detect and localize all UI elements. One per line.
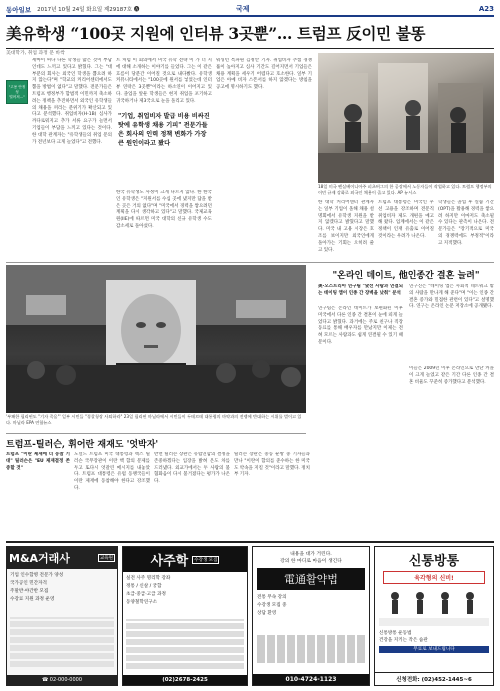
masthead xyxy=(6,3,494,17)
ad2-tag: 수강생 모집 xyxy=(194,557,218,563)
trump-column-3: 틸러슨 장관은 중동 순방 중 기자들과 만나 "이란이 합의를 준수하는 한 미국도 약속을 지킬 것"이라고 말했다. 정치부 기자. xyxy=(234,452,310,478)
ad1-line: 국가공인 민간자격 xyxy=(10,581,47,586)
ad2-line: 동양철학연구소 xyxy=(126,600,158,605)
ad4-line: 무료로 보내드립니다 xyxy=(379,646,489,653)
trump-tillerson-headline: 트럼프-틸러슨, 휘어란 재재도 '엇박자' xyxy=(6,440,159,449)
ad1-line: 수강료 지원 과정 운영 xyxy=(10,597,55,602)
ad2-body xyxy=(123,572,247,610)
ad3-line: 수강생 모집 중 xyxy=(257,603,287,608)
photo-credit: AP 뉴시스 xyxy=(397,190,417,195)
ad-section-divider xyxy=(6,541,494,543)
ad-saju xyxy=(122,546,248,686)
ad1-phone: ☎ 02-000-0000 xyxy=(7,675,117,685)
article-right-column-2: 트럼프 대통령은 미국인 우선 고용을 강조하며 전문직 취업비자 제도 개편을 예고해 왔다. 업계에서는 이 같은 정책이 인재 유출로 이어질 것이라는 우려가 나온다. xyxy=(378,200,434,239)
article-column-4: 워싱턴 특파원 김정안 기자. 취업비자 추첨 경쟁률이 높아지고 심사 기간도 길어지면서 기업들은 채용 계획을 세우기 어렵다고 호소한다. 일부 기업은 아예 비자 스폰서를 하지 않겠다는 방침을 공고에 명시하기도 했다. xyxy=(216,58,312,91)
ad4-title: 신통방통 xyxy=(408,554,460,569)
ad2-line: 정통 / 신살 / 궁합 xyxy=(126,584,162,589)
ad2-header xyxy=(123,547,247,572)
ad2-table xyxy=(126,619,244,669)
factory-photo-caption xyxy=(318,184,494,198)
ad3-pattern xyxy=(257,635,365,663)
dating-column-1: 연구팀은 온라인 데이트가 보편화된 이후 미국에서 다른 인종 간 결혼이 눈에 띄게 늘었다고 밝혔다. 과거에는 주로 친구나 직장 동료를 통해 배우자를 만났지만 이제는 전혀 모르는 사람과도 쉽게 연결될 수 있기 때문이다. xyxy=(318,306,403,345)
ad2-title: 사주학 xyxy=(150,554,189,569)
factory-photo xyxy=(318,53,494,183)
article-right-column-1: 한 대학 커리어센터 관계자는 일부 기업이 올해 채용 설명회에서 유학생 지원을 받지 않겠다고 밝혔다고 말했다. 미국 내 고용 시장은 호조를 보이지만 외국인에게 돌아가는 기회는 오히려 줄고 있다. xyxy=(318,200,374,253)
sidebar-badge xyxy=(6,80,28,104)
ad1-title: M&A거래사 xyxy=(9,552,70,565)
article-column-1: 세마이 씨나 다른 학생들 많은 것이 부담인데도 느끼고 있다고 밝혔다. 그는 "대부분의 회사는 외국인 학생을 뽑으려 하지 않는다"며 "학교의 커리어센터에서도 뽑을 방법이 없다"고 말했다. 전문가들은 트럼프 행정부가 합법적 이민까지 축소하려는 정책을 추진하면서 외국인 유학생들의 채용을 꺼리는 분위기가 확산되고 있다고 분석했다. 취업비자(H-1B) 심사가 까다로워지고 추가 서류 요구가 늘면서 기업들이 부담을 느끼고 있다는 것이다. 한 대학 관계자는 "유학생들의 취업 문의가 전년보다 크게 늘었다"고 전했다. xyxy=(32,58,112,145)
photo-caption-text: 18일 미국 펜실베이니아주 피츠버그의 한 공장에서 노동자들이 작업하고 있다. 트럼프 행정부의 이민 규제 강화로 외국인 채용이 줄고 있다. xyxy=(318,184,492,195)
trump-subhead: 트럼프 "이란 제재에 더 동참 기대" 틸러슨은 "EU 제재결정 존중할 것" xyxy=(6,452,70,471)
ad2-phone: (02)2678-2425 xyxy=(123,675,247,685)
ad3-line: 상담 환영 xyxy=(257,611,277,616)
section-divider xyxy=(6,262,494,263)
pull-quote: "기업, 취업비자 발급 비용 비싸진 탓에 유학생 채용 기피" 전문가들은 회사의 인력 정책 변화가 가장 큰 원인이라고 봤다 xyxy=(118,113,210,147)
ad-sintong xyxy=(374,546,494,686)
issue-date: 2017년 10월 24일 화요일 제29187호 🅐 xyxy=(37,7,140,13)
page-number: A23 xyxy=(478,5,494,13)
main-headline: 美유학생 “100곳 지원에 인터뷰 3곳뿐”… 트럼프 反이민 불똥 xyxy=(6,24,426,43)
protest-photo-caption xyxy=(6,414,306,432)
article-right-column-3: 학생들은 졸업 후 실습 기간(OPT)을 활용해 경력을 쌓으려 하지만 이마저도 축소될 수 있다는 관측이 나온다. 전문가들은 "장기적으로 미국의 경쟁력에도 부정적"이라고 지적했다. xyxy=(438,200,494,246)
dating-column-2: 연구진은 "데이팅 앱은 사회적 네트워크 밖의 사람을 만나게 해 준다"며 "이는 인종 간 결혼 증가와 밀접한 관련이 있다"고 설명했다. 연구는 온라인 논문 저장소에 공개됐다. xyxy=(409,284,494,310)
ad3-line: 전통 무속 강의 xyxy=(257,595,287,600)
dating-column-3: 이들은 2009년 이후 온라인으로 만난 커플이 크게 늘었고 같은 기간 다른 인종 간 결혼 비율도 꾸준히 증가했다고 분석했다. xyxy=(409,366,494,385)
ad1-body xyxy=(7,569,117,607)
sidebar-badge-line1: "고용 안정성 xyxy=(8,85,26,94)
photo2-caption-text: '부패한 필리핀도 "기자 죽음"' 일부 시민들 "경찰청장 사퇴하라" 23일 필리핀 마닐라에서 시민들이 두테르테 대통령의 마약과의 전쟁에 반대하는 시위를 벌이고 있다. xyxy=(6,414,302,425)
ad3-header2: 강의 한 마디로 마음이 생긴다 xyxy=(280,559,342,564)
ad1-line: 기업 인수합병 전문가 양성 xyxy=(10,573,64,578)
ad4-line: 신통방통 운동법 xyxy=(379,631,412,636)
ad2-line: 초급·중급·고급 과정 xyxy=(126,592,166,597)
article-subhead: 美대학가, 취업 과정 문 바싹 xyxy=(6,51,65,56)
ad4-subtitle: 육각형의 신비! xyxy=(383,571,485,584)
dating-subhead: 美·오스트리아 연구팀 "낯선 사람과 연결되는 데이팅 앱이 인종 간 장벽을 낮춰" 분석 xyxy=(318,284,403,296)
article-column-1b xyxy=(6,110,28,258)
ad4-body xyxy=(375,630,493,653)
dating-headline: "온라인 데이트, 他인종간 결혼 늘려" xyxy=(332,271,480,280)
ad1-tag: 교육원 xyxy=(99,556,113,561)
divider-section3 xyxy=(6,433,306,434)
ad3-title: 電通활약법 xyxy=(257,568,365,590)
ad2-line: 실전 사주 명리학 강좌 xyxy=(126,576,171,581)
trump-column-2: 반면 틸러슨 장관은 유럽연합의 결정을 존중하겠다는 입장을 밝혀 온도 차를 드러냈다. 외교가에서는 두 사람의 불협화음이 다시 불거졌다는 평가가 나온다. xyxy=(154,452,230,485)
ad4-phone: 신청전화: (02)452-1445~6 xyxy=(375,672,493,685)
trump-column-1: 도널드 트럼프 미국 대통령과 렉스 틸러슨 국무장관이 이란 핵 합의 문제를 두고 또다시 엇갈린 메시지를 내놓았다. 트럼프 대통령은 유럽 동맹국들이 이란 제재에 동참해야 한다고 강조했다. xyxy=(74,452,150,491)
dating-continued xyxy=(318,434,494,538)
ad-ma-broker xyxy=(6,546,118,686)
article-column-3: 한국 유학생도 사정이 크게 다르지 않다. 한 한국인 유학생은 "지원서를 수십 곳에 냈지만 답을 받은 곳은 거의 없다"며 "미국에서 경력을 쌓으려던 계획을 다시 생각하고 있다"고 말했다. 국제교육원(IIE)에 따르면 미국 대학의 신규 유학생 수도 감소세로 돌아섰다. xyxy=(116,190,212,229)
ad4-line: 건강을 지키는 작은 습관 xyxy=(379,638,428,643)
sidebar-badge-line2: 떨어져..." xyxy=(9,95,25,99)
photo2-credit: 마닐라 EPA 연합뉴스 xyxy=(12,420,52,425)
ad-electric xyxy=(252,546,370,686)
ad1-header xyxy=(7,547,117,569)
ad4-figures xyxy=(375,586,493,630)
newspaper-logo: 동아일보 xyxy=(6,5,32,14)
ad3-phone: 010-4724-1123 xyxy=(253,674,369,685)
ad3-body xyxy=(253,594,369,618)
ad1-table xyxy=(10,617,114,667)
protest-photo xyxy=(6,265,306,413)
article-column-2: 트 처럼 이 회의에서 미국 유학 전략 이 가 더 지 에 대해 소개하는 이야기를 들었다. 그는 이 같은 흐름이 당분간 이어질 것으로 내다봤다. 유학생 커뮤니티에서는 "100곳에 원서를 넣었는데 인터뷰 연락은 3곳뿐"이라는 하소연이 이어지고 있다. 졸업을 앞둔 학생들은 현지 취업을 포기하고 귀국하거나 제3국으로 눈을 돌리고 있다. xyxy=(116,58,212,104)
ad3-header1: 내용을 대가 거린다. xyxy=(290,552,332,557)
section-label: 국제 xyxy=(236,5,250,13)
ad1-line: 주말반·야간반 모집 xyxy=(10,589,49,594)
